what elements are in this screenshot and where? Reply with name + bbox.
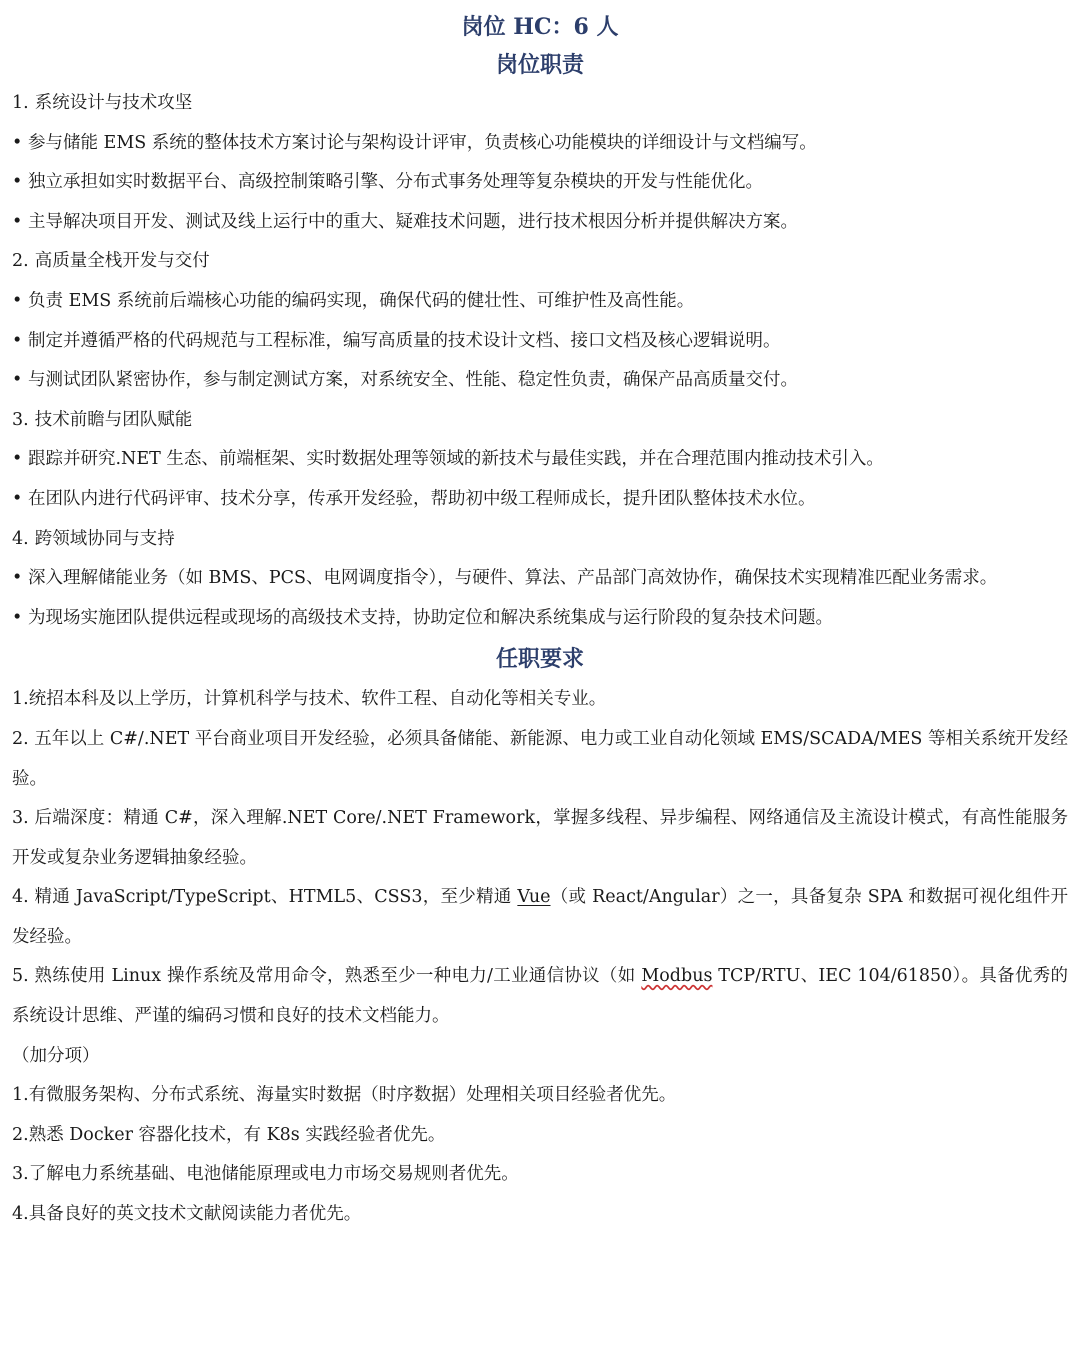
requirement-item: 2. 五年以上 C#/.NET 平台商业项目开发经验，必须具备储能、新能源、电力或工业自动化领域 EMS/SCADA/MES 等相关系统开发经验。: [12, 728, 1068, 789]
section-title-text: 系统设计与技术攻坚: [34, 93, 193, 113]
bullet-symbol: •: [12, 211, 23, 232]
requirement-item: [12, 878, 1068, 957]
bullet-text: 主导解决项目开发、测试及线上运行中的重大、疑难技术问题，进行技术根因分析并提供解决方案。: [28, 211, 798, 232]
section-number: 2.: [12, 251, 29, 272]
bullet-symbol: •: [12, 290, 23, 311]
bullet-text: 在团队内进行代码评审、技术分享，传承开发经验，帮助初中级工程师成长，提升团队整体技术水位。: [28, 488, 816, 509]
duty-bullet: [12, 361, 1068, 401]
requirement-item: 1.统招本科及以上学历，计算机科学与技术、软件工程、自动化等相关专业。: [12, 689, 607, 710]
bullet-symbol: •: [12, 172, 23, 193]
duties-heading: 岗位职责: [495, 52, 584, 78]
duty-bullet: [12, 599, 1068, 639]
section-number: 1.: [12, 93, 29, 113]
section-number: 4.: [12, 528, 29, 549]
duty-section-title: [12, 401, 1068, 441]
bullet-text: 负责 EMS 系统前后端核心功能的编码实现，确保代码的健壮性、可维护性及高性能。: [28, 290, 695, 311]
vue-term: Vue: [517, 887, 551, 908]
bullet-symbol: •: [12, 370, 23, 391]
bullet-symbol: •: [12, 449, 23, 470]
requirement-text: 4. 精通 JavaScript/TypeScript、HTML5、CSS3，至少精通: [12, 887, 518, 908]
section-title-text: 技术前瞻与团队赋能: [34, 409, 193, 430]
requirement-text: 5. 熟练使用 Linux 操作系统及常用命令，熟悉至少一种电力/工业通信协议（如: [12, 966, 642, 987]
duty-bullet: [12, 480, 1068, 520]
bullet-text: 参与储能 EMS 系统的整体技术方案讨论与架构设计评审，负责核心功能模块的详细设计与文档编写。: [28, 132, 817, 153]
bullet-text: 跟踪并研究.NET 生态、前端框架、实时数据处理等领域的新技术与最佳实践，并在合理范围内推动技术引入。: [28, 449, 884, 470]
bullet-text: 独立承担如实时数据平台、高级控制策略引擎、分布式事务处理等复杂模块的开发与性能优化。: [28, 172, 763, 193]
duty-bullet: [12, 440, 1068, 480]
bonus-item: 2.熟悉 Docker 容器化技术，有 K8s 实践经验者优先。: [12, 1124, 446, 1145]
bonus-item: 1.有微服务架构、分布式系统、海量实时数据（时序数据）处理相关项目经验者优先。: [12, 1085, 677, 1106]
requirements-heading: 任职要求: [495, 646, 584, 673]
duty-bullet: [12, 559, 1068, 599]
bullet-text: 深入理解储能业务（如 BMS、PCS、电网调度指令），与硬件、算法、产品部门高效协作，确保技术实现精准匹配业务需求。: [28, 568, 998, 589]
bullet-symbol: •: [12, 330, 23, 351]
duty-bullet: [12, 322, 1068, 362]
duty-section-title: [12, 84, 1068, 124]
bullet-symbol: •: [12, 568, 23, 589]
duty-bullet: [12, 124, 1068, 164]
requirement-item: [12, 957, 1068, 1036]
bullet-text: 为现场实施团队提供远程或现场的高级技术支持，协助定位和解决系统集成与运行阶段的复杂技术问题。: [28, 607, 833, 628]
bullet-symbol: •: [12, 132, 23, 153]
bonus-item: 4.具备良好的英文技术文献阅读能力者优先。: [12, 1204, 362, 1225]
bonus-heading: （加分项）: [12, 1045, 100, 1066]
requirement-item: 3. 后端深度：精通 C#，深入理解.NET Core/.NET Framework，掌握多线程、异步编程、网络通信及主流设计模式，有高性能服务开发或复杂业务逻辑抽象经验。: [12, 808, 1068, 868]
duty-bullet: [12, 282, 1068, 322]
section-title-text: 跨领域协同与支持: [34, 528, 175, 549]
bullet-symbol: •: [12, 488, 23, 509]
requirement-text: （或 React/Angular）之一，具备复杂 SPA 和数据可视化组件开发经验。: [12, 887, 1068, 947]
duty-bullet: [12, 163, 1068, 203]
duty-section-title: [12, 242, 1068, 282]
job-description-page: [0, 8, 1080, 1361]
bullet-text: 与测试团队紧密协作，参与制定测试方案，对系统安全、性能、稳定性负责，确保产品高质量交付。: [28, 370, 798, 391]
requirement-text: TCP/RTU、IEC 104/61850）。具备优秀的系统设计思维、严谨的编码习惯和良好的技术文档能力。: [12, 966, 1068, 1027]
section-number: 3.: [12, 409, 29, 430]
bullet-symbol: •: [12, 607, 23, 628]
section-title-text: 高质量全栈开发与交付: [34, 251, 210, 272]
bullet-text: 制定并遵循严格的代码规范与工程标准，编写高质量的技术设计文档、接口文档及核心逻辑说明。: [28, 330, 781, 351]
modbus-term: Modbus: [641, 966, 713, 987]
bonus-item: 3.了解电力系统基础、电池储能原理或电力市场交易规则者优先。: [12, 1164, 519, 1185]
headcount-heading: 岗位 HC：6 人: [461, 14, 619, 40]
duty-section-title: [12, 520, 1068, 560]
duty-bullet: [12, 203, 1068, 243]
